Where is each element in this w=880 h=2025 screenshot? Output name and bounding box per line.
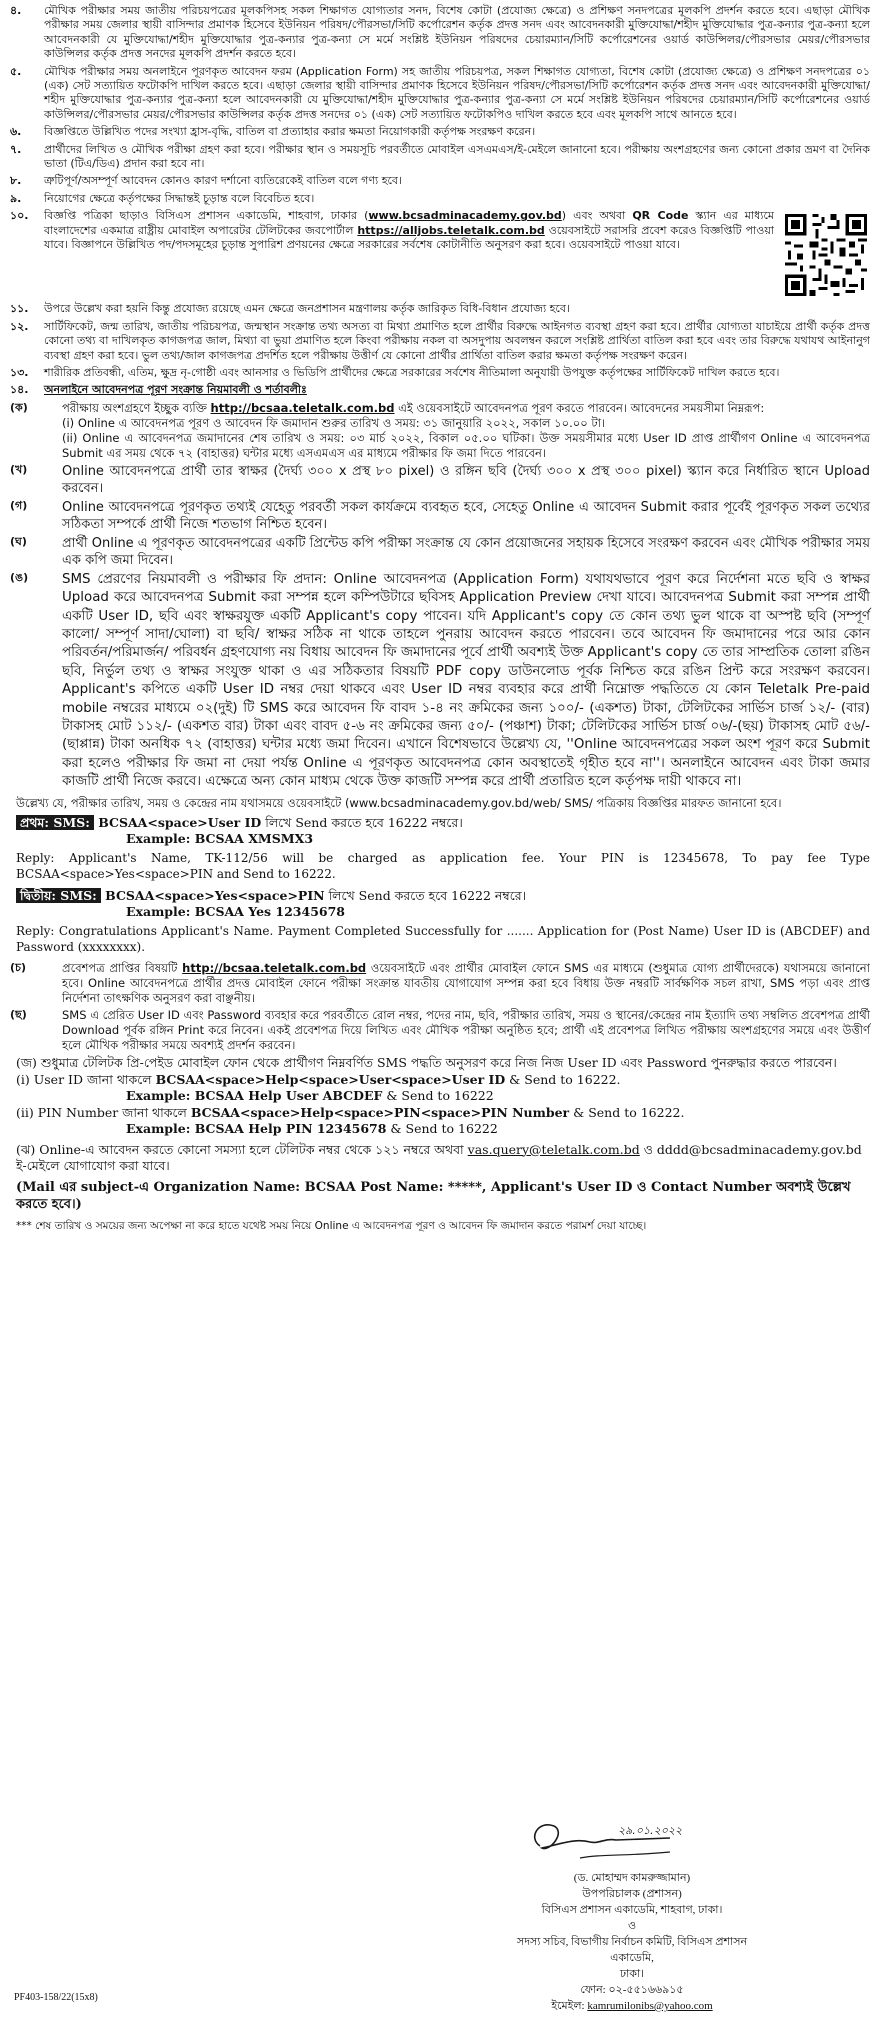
sms-reply-second: Reply: Congratulations Applicant's Name. Payment Completed Successfully for ....... Application for (Post Name) User ID is (ABCDEF) and Password (xxxxxxxx).	[16, 924, 870, 954]
signatory-title: উপপরিচালক (প্রশাসন)	[582, 1888, 682, 1900]
sub-item-cha: (চ) প্রবেশপত্র প্রাপ্তির বিষয়টি http://bcsaa.teletalk.com.bd ওয়েবসাইটে এবং প্রার্থীর মোবাইল ফোনে SMS এর মাধ্যমে (শুধুমাত্র যোগ্য প্রার্থীদেরকে) যথাসময়ে জানানো হবে। Online আবেদনপত্রে প্রার্থীর প্রদত্ত মোবাইল ফোনে পরীক্ষা সংক্রান্ত যাবতীয় যোগাযোগ সম্পন্ন করা হবে বিধায় উক্ত নম্বরটি সার্বক্ষণিক সচল রাখা, SMS পড়া এবং প্রাপ্ত নির্দেশনা তাৎক্ষণিক অনুসরণ করা বাঞ্ছনীয়।	[10, 961, 870, 1006]
item-number: ৪.	[10, 4, 22, 17]
list-item	[10, 125, 870, 139]
alljobs-link[interactable]: https://alljobs.teletalk.com.bd	[357, 223, 545, 237]
academy-website-link[interactable]: www.bcsadminacademy.gov.bd	[368, 209, 562, 223]
print-code: PF403-158/22(15x8)	[14, 1992, 98, 2003]
item-text: নিয়োগের ক্ষেত্রে কর্তৃপক্ষের সিদ্ধান্তই চূড়ান্ত বলে বিবেচিত হবে।	[44, 191, 315, 205]
item-text: মৌখিক পরীক্ষার সময় অনলাইনে পূরণকৃত আবেদন ফরম (Application Form) সহ জাতীয় পরিচয়পত্র, সকল শিক্ষাগত যোগ্যতা, বিশেষ কোটা (প্রযোজ্য ক্ষেত্রে) ও প্রশিক্ষণ সনদপত্রের ০১ (এক) সেট সত্যায়িত ফটোকপি দাখিল করতে হবে। এছাড়া জেলার স্থায়ী বাসিন্দার প্রমাণক হিসেবে ইউনিয়ন পরিষদ/পৌরসভা/সিটি কর্পোরেশন কর্তৃক প্রদত্ত সনদ এবং আবেদনকারী মুক্তিযোদ্ধা/শহীদ মুক্তিযোদ্ধার পুত্র-কন্যার পুত্র-কন্যা হলে আবেদনকারী যে মুক্তিযোদ্ধা/শহীদ মুক্তিযোদ্ধার পুত্র-কন্যার পুত্র-কন্যা সে মর্মে সংশ্লিষ্ট ইউনিয়ন পরিষদের চেয়ারম্যান/সিটি কর্পোরেশনের ওয়ার্ড কাউন্সিলর/পৌরসভার মেয়র/পৌরসভার কাউন্সিলর কর্তৃক প্রদত্ত সনদের ০১ (এক) সেট সত্যায়িত ফটোকপিও দাখিল করতে হবে এবং মূলকপি সাথে আনতে হবে।	[44, 64, 870, 121]
item-text: সার্টিফিকেট, জন্ম তারিখ, জাতীয় পরিচয়পত্র, জন্মস্থান সংক্রান্ত তথ্য অসত্য বা মিথ্যা প্রমাণিত হলে প্রার্থীর বিরুদ্ধে আইনগত ব্যবস্থা গ্রহণ করা হবে। প্রার্থীর যোগ্যতা যাচাইয়ে প্রার্থী কর্তৃক প্রদত্ত কোনো তথ্য বা দাখিলকৃত কাগজপত্র জাল, মিথ্যা বা ভুয়া প্রমাণিত হলে কিংবা পরীক্ষায় নকল বা অসদুপায় অবলম্বন করলে সংশ্লিষ্ট প্রার্থিতা বাতিল করা হবে এবং তার বিরুদ্ধে যথাযথ আইনানুগ ব্যবস্থা গ্রহণ করা হবে। ভুল তথ্য/জাল কাগজপত্র প্রদর্শিত হলে পরীক্ষায় উত্তীর্ণ যে কোনো প্রার্থীর প্রার্থিতা বাতিল করার ক্ষমতা কর্তৃপক্ষ সংরক্ষণ করেন।	[44, 319, 870, 362]
item-number: ১০.	[10, 209, 29, 223]
sms-first: প্রথম: SMS: BCSAA<space>User ID লিখে Send করতে হবে 16222 নম্বরে। Example: BCSAA XMSMX3	[16, 815, 870, 847]
sms-tag: দ্বিতীয়: SMS:	[16, 888, 101, 903]
bcsaa-teletalk-link[interactable]: http://bcsaa.teletalk.com.bd	[210, 400, 395, 415]
item-text: প্রার্থীদের লিখিত ও মৌখিক পরীক্ষা গ্রহণ করা হবে। পরীক্ষার স্থান ও সময়সূচি পরবর্তীতে মোবাইল এসএমএস/ই-মেইলে জানানো হবে। পরীক্ষায় অংশগ্রহণের জন্য কোনো প্রকার ভ্রমণ বা দৈনিক ভাতা (টিএ/ডিএ) প্রদান করা হবে না।	[44, 142, 870, 171]
admit-card-link[interactable]: http://bcsaa.teletalk.com.bd	[182, 961, 367, 976]
exam-date-notice: উল্লেখ্য যে, পরীক্ষার তারিখ, সময় ও কেন্দ্রের নাম যথাসময়ে ওয়েবসাইটে (www.bcsadminacademy.gov.bd/web/ SMS/ পত্রিকায় বিজ্ঞপ্তির মারফত জানানো হবে।	[16, 795, 782, 810]
item-number: ১২.	[10, 319, 29, 333]
item-10: ১০. বিজ্ঞপ্তি পত্রিকা ছাড়াও বিসিএস প্রশাসন একাডেমি, শাহবাগ, ঢাকার (www.bcsadminacademy.gov.bd) এবং অথবা QR Code স্ক্যান এর মাধ্যমে বাংলাদেশের একমাত্র রাষ্ট্রীয় মোবাইল অপারেটর টেলিটকের জবপোর্টাল https://alljobs.teletalk.com.bd ওয়েবসাইটে সরাসরি প্রবেশ করেও বিজ্ঞপ্তিটি পাওয়া যাবে। বিজ্ঞাপনে উল্লিখিত পদ/পদসমূহের চূড়ান্ত সুপারিশ প্রণয়নের ক্ষেত্রে সরকারের সর্বশেষ কোটানীতি অনুসরণ করা হবে। ওয়েবসাইটে পাওয়া যাবে।	[10, 209, 870, 299]
sub-item-text: Online আবেদনপত্রে পূরণকৃত তথ্যই যেহেতু পরবর্তী সকল কার্যক্রমে ব্যবহৃত হবে, সেহেতু Online এ আবেদন Submit করার পূর্বেই পূরণকৃত সকল তথ্যের সঠিকতা সম্পর্কে প্রার্থী নিজে শতভাগ নিশ্চিত হবেন।	[62, 499, 870, 532]
application-end-time: (ii) Online এ আবেদনপত্র জমাদানের শেষ তারিখ ও সময়: ০৩ মার্চ ২০২২, বিকাল ০৫.০০ ঘটিকা। উক্ত সময়সীমার মধ্যে User ID প্রাপ্ত প্রার্থীগণ Online এ আবেদনপত্র Submit এর সময় থেকে ৭২ (বাহাত্তর) ঘন্টার মধ্যে এসএমএস এর মাধ্যমে পরীক্ষার ফি জমা দিতে পারবেন।	[62, 430, 870, 460]
sub-item-text: Online আবেদনপত্রে প্রার্থী তার স্বাক্ষর (দৈর্ঘ্য ৩০০ x প্রস্থ ৮০ pixel) ও রঙ্গিন ছবি (দৈর্ঘ্য ৩০০ x প্রস্থ ৩০০ pixel) স্ক্যান করে নির্ধারিত স্থানে Upload করবেন।	[62, 463, 870, 496]
support-email-link[interactable]: vas.query@teletalk.com.bd	[467, 1141, 640, 1157]
signature-image	[520, 1808, 690, 1870]
sms-example: Example: BCSAA XMSMX3	[126, 831, 314, 847]
sub-item-label: (খ)	[10, 462, 28, 476]
signature-date: ২৯.০১.২০২২	[618, 1824, 683, 1837]
list-item	[10, 4, 870, 62]
item-number: ১৩.	[10, 365, 29, 379]
signatory-phone: ফোন: ০২-৫৫১৬৬৯১৫	[580, 1984, 684, 1996]
deadline-advice: *** শেষ তারিখ ও সময়ের জন্য অপেক্ষা না করে হাতে যথেষ্ট সময় নিয়ে Online এ আবেদনপত্র পূরণ ও আবেদন ফি জমাদান করতে পরামর্শ দেয়া যাচ্ছে।	[16, 1219, 647, 1232]
item-number: ১৪.	[10, 383, 29, 397]
signatory-name: (ড. মোহাম্মদ কামরুজ্জামান)	[573, 1872, 691, 1884]
item-14	[10, 383, 870, 397]
item-number: ৬.	[10, 125, 22, 139]
sub-item-text: প্রার্থী Online এ পূরণকৃত আবেদনপত্রের একটি প্রিন্টেড কপি পরীক্ষা সংক্রান্ত যে কোন প্রয়োজনের সহায়ক হিসেবে সংরক্ষণ করবেন এবং মৌখিক পরীক্ষার সময় এক কপি জমা দিবেন।	[62, 535, 871, 568]
sub-item-label: (গ)	[10, 498, 28, 512]
online-application-heading: অনলাইনে আবেদনপত্র পূরণ সংক্রান্ত নিয়মাবলী ও শর্তাবলীঃ	[44, 383, 307, 397]
list-item	[10, 174, 870, 188]
sms-second: দ্বিতীয়: SMS: BCSAA<space>Yes<space>PIN লিখে Send করতে হবে 16222 নম্বরে। Example: BCSAA Yes 12345678	[16, 888, 870, 920]
sms-tag: প্রথম: SMS:	[16, 815, 94, 830]
item-text: মৌখিক পরীক্ষার সময় জাতীয় পরিচয়পত্রের মূলকপিসহ সকল শিক্ষাগত যোগ্যতার সনদ, বিশেষ কোটা (প্রযোজ্য ক্ষেত্রে) ও প্রশিক্ষণ সনদপত্রের মূলকপি প্রদর্শন করতে হবে। এছাড়া মৌখিক পরীক্ষার সময় জেলার স্থায়ী বাসিন্দার প্রমাণক হিসেবে ইউনিয়ন পরিষদ/পৌরসভা/সিটি কর্পোরেশন কর্তৃক প্রদত্ত সনদ এবং আবেদনকারী মুক্তিযোদ্ধা/শহীদ মুক্তিযোদ্ধার পুত্র-কন্যার পুত্র-কন্যা হলে আবেদনকারী যে মুক্তিযোদ্ধা/শহীদ মুক্তিযোদ্ধার পুত্র-কন্যার পুত্র-কন্যা সে মর্মে সংশ্লিষ্ট ইউনিয়ন পরিষদের চেয়ারম্যান/সিটি কর্পোরেশনের ওয়ার্ড কাউন্সিলর/পৌরসভার মেয়র/পৌরসভার কাউন্সিলর কর্তৃক প্রদত্ত সনদের মূলকপি প্রদর্শন করতে হবে।	[44, 4, 870, 61]
sms-reply-first: Reply: Applicant's Name, TK-112/56 will be charged as application fee. Your PIN is 12345678, To pay fee Type BCSAA<space>Yes<space>PIN and Send to 16222.	[16, 851, 870, 881]
item-number: ৮.	[10, 174, 22, 188]
sub-item-ja: (জ) শুধুমাত্র টেলিটক প্রি-পেইড মোবাইল ফোন থেকে প্রার্থীগণ নিম্নবর্ণিত SMS পদ্ধতি অনুসরণ করে নিজ নিজ User ID এবং Password পুনরুদ্ধার করতে পারবেন। (i) User ID জানা থাকলে BCSAA<space>Help<space>User<space>User ID & Send to 16222. Example: BCSAA Help User ABCDEF & Send to 16222 (ii) PIN Number জানা থাকলে BCSAA<space>Help<space>PIN<space>PIN Number & Send to 16222. Example: BCSAA Help PIN 12345678 & Send to 16222	[16, 1055, 837, 1137]
signature-block: (ড. মোহাম্মদ কামরুজ্জামান) উপপরিচালক (প্রশাসন) বিসিএস প্রশাসন একাডেমি, শাহবাগ, ঢাকা। ও সদস্য সচিব, বিভাগীয় নির্বাচন কমিটি, বিসিএস প্রশাসন একাডেমি, ঢাকা। ফোন: ০২-৫৫১৬৬৯১৫ ইমেইল: kamrumilonibs@yahoo.com	[502, 1870, 762, 2014]
item-text: বিজ্ঞপ্তিতে উল্লিখিত পদের সংখ্যা হ্রাস-বৃদ্ধি, বাতিল বা প্রত্যাহার করার ক্ষমতা নিয়োগকারী কর্তৃপক্ষ সংরক্ষণ করেন।	[44, 125, 536, 139]
item-text: উপরে উল্লেখ করা হয়নি কিন্তু প্রযোজ্য রয়েছে এমন ক্ষেত্রে জনপ্রশাসন মন্ত্রণালয় কর্তৃক জারিকৃত বিধি-বিধান প্রযোজ্য হবে।	[44, 302, 570, 316]
list-item	[10, 320, 870, 363]
list-item	[10, 366, 870, 380]
sms-rules-text: SMS প্রেরণের নিয়মাবলী ও পরীক্ষার ফি প্রদান: Online আবেদনপত্র (Application Form) যথাযথভাবে পূরণ করে নির্দেশনা মতে ছবি ও স্বাক্ষর Upload করে আবেদনপত্র Submit করা সম্পন্ন হলে কম্পিউটারে ছবিসহ Application Preview দেখা যাবে। আবেদনপত্র Submit করা সম্পন্ন প্রার্থী একটি User ID, ছবি এবং স্বাক্ষরযুক্ত একটি Applicant's copy পাবেন। যদি Applicant's copy তে কোন তথ্য ভুল থাকে বা অস্পষ্ট ছবি (সম্পূর্ণ কালো/ সম্পূর্ণ সাদা/ঘোলা) বা ছবি/ স্বাক্ষর সঠিক না থাকে তাহলে পুনরায় আবেদন করতে পারবেন। তবে আবেদন ফি জমাদানের পরে আর কোন পরিবর্তন/পরিমার্জন/ পরিবর্ধন গ্রহণযোগ্য নয় বিধায় আবেদন ফি জমাদানের পূর্বে প্রার্থী অবশ্যই উক্ত Applicant's copy তে তার সাম্প্রতিক তোলা রঙিন ছবি, নির্ভুল তথ্য ও স্বাক্ষর সংযুক্ত থাকা ও এর সঠিকতার বিষয়টি PDF copy ডাউনলোড পূর্বক নিশ্চিত করে রঙিন প্রিন্ট করে সংরক্ষণ করবেন। Applicant's কপিতে একটি User ID নম্বর দেয়া থাকবে এবং User ID নম্বর ব্যবহার করে প্রার্থী নিম্নোক্ত পদ্ধতিতে যে কোন Teletalk Pre-paid mobile নম্বরের মাধ্যমে ০২(দুই) টি SMS করে আবেদন ফি বাবদ ১-৪ নং ক্রমিকের জন্য ১০০/- (একশত) টাকা, টেলিটকের সার্ভিস চার্জ ১২/- (বার) টাকাসহ মোট ১১২/- (একশত বার) টাকা এবং বাবদ ৫-৬ নং ক্রমিকের জন্য ৫০/- (পঞ্চাশ) টাকা; টেলিটকের সার্ভিস চার্জ ০৬/-(ছয়) টাকাসহ মোট ৫৬/- (ছাপ্পান্ন) টাকা অনধিক ৭২ (বাহাত্তর) ঘন্টার মধ্যে জমা দিবেন। এখানে বিশেষভাবে উল্লেখ্য যে, ''Online আবেদনপত্রের সকল অংশ পূরণ করে Submit করা হলেও পরীক্ষার ফি জমা না দেয়া পর্যন্ত Online এ পূরণকৃত আবেদনপত্র কোন অবস্থাতেই গৃহীত হবে না''। অনলাইনে আবেদন এবং টাকা জমার কাজটি প্রার্থী নিজে করবে। এক্ষেত্রে অন্য কোন মাধ্যম থেকে উক্ত কাজটি সম্পন্ন করে প্রার্থী প্রতারিত হলে কর্তৃপক্ষ দায়ী থাকবে না।	[62, 571, 870, 790]
sms-example: Example: BCSAA Yes 12345678	[126, 904, 345, 920]
signatory-email[interactable]: kamrumilonibs@yahoo.com	[587, 2000, 713, 2012]
list-item	[10, 65, 870, 123]
list-item	[10, 192, 870, 206]
sub-item-jha: (ঝ) Online-এ আবেদন করতে কোনো সমস্যা হলে টেলিটক নম্বর থেকে ১২১ নম্বরে অথবা vas.query@teletalk.com.bd ও dddd@bcsadminacademy.gov.bd ই-মেইলে যোগাযোগ করা যাবে।	[16, 1141, 862, 1174]
item-number: ৭.	[10, 142, 22, 156]
list-item	[10, 302, 870, 316]
item-text: শারীরিক প্রতিবন্ধী, এতিম, ক্ষুদ্র নৃ-গোষ্ঠী এবং আনসার ও ভিডিপি প্রার্থীদের ক্ষেত্রে সরকারের সর্বশেষ নীতিমালা অনুযায়ী উপযুক্ত কর্তৃপক্ষের সার্টিফিকেট দাখিল করতে হবে।	[44, 365, 780, 379]
sub-item-nga: (ঙ) SMS প্রেরণের নিয়মাবলী ও পরীক্ষার ফি প্রদান: Online আবেদনপত্র (Application Form) যথাযথভাবে পূরণ করে নির্দেশনা মতে ছবি ও স্বাক্ষর Upload করে আবেদনপত্র Submit করা সম্পন্ন হলে কম্পিউটারে ছবিসহ Application Preview দেখা যাবে। আবেদনপত্র Submit করা সম্পন্ন প্রার্থী একটি User ID, ছবি এবং স্বাক্ষরযুক্ত একটি Applicant's copy পাবেন। যদি Applicant's copy তে কোন তথ্য ভুল থাকে বা অস্পষ্ট ছবি (সম্পূর্ণ কালো/ সম্পূর্ণ সাদা/ঘোলা) বা ছবি/ স্বাক্ষর সঠিক না থাকে তাহলে পুনরায় আবেদন করতে পারবেন। তবে আবেদন ফি জমাদানের পরে আর কোন পরিবর্তন/পরিমার্জন/ পরিবর্ধন গ্রহণযোগ্য নয় বিধায় আবেদন ফি জমাদানের পূর্বে প্রার্থী অবশ্যই উক্ত Applicant's copy তে তার সাম্প্রতিক তোলা রঙিন ছবি, নির্ভুল তথ্য ও স্বাক্ষর সংযুক্ত থাকা ও এর সঠিকতার বিষয়টি PDF copy ডাউনলোড পূর্বক নিশ্চিত করে রঙিন প্রিন্ট করে সংরক্ষণ করবেন। Applicant's কপিতে একটি User ID নম্বর দেয়া থাকবে এবং User ID নম্বর ব্যবহার করে প্রার্থী নিম্নোক্ত পদ্ধতিতে যে কোন Teletalk Pre-paid mobile নম্বরের মাধ্যমে ০২(দুই) টি SMS করে আবেদন ফি বাবদ ১-৪ নং ক্রমিকের জন্য ১০০/- (একশত) টাকা, টেলিটকের সার্ভিস চার্জ ১২/- (বার) টাকাসহ মোট ১১২/- (একশত বার) টাকা এবং বাবদ ৫-৬ নং ক্রমিকের জন্য ৫০/- (পঞ্চাশ) টাকা; টেলিটকের সার্ভিস চার্জ ০৬/-(ছয়) টাকাসহ মোট ৫৬/- (ছাপ্পান্ন) টাকা অনধিক ৭২ (বাহাত্তর) ঘন্টার মধ্যে জমা দিবেন। এখানে বিশেষভাবে উল্লেখ্য যে, ''Online আবেদনপত্রের সকল অংশ পূরণ করে Submit করা হলেও পরীক্ষার ফি জমা না দেয়া পর্যন্ত Online এ পূরণকৃত আবেদনপত্র কোন অবস্থাতেই গৃহীত হবে না''। অনলাইনে আবেদন এবং টাকা জমার কাজটি প্রার্থী নিজে করবে। এক্ষেত্রে অন্য কোন মাধ্যম থেকে উক্ত কাজটি সম্পন্ন করে প্রার্থী প্রতারিত হলে কর্তৃপক্ষ দায়ী থাকবে না।	[10, 571, 870, 792]
qr-code-image[interactable]	[782, 211, 870, 299]
sub-item	[10, 499, 870, 533]
sub-item-ka: (ক) পরীক্ষায় অংশগ্রহণে ইচ্ছুক ব্যক্তি http://bcsaa.teletalk.com.bd এই ওয়েবসাইটে আবেদনপত্র পূরণ করতে পারবেন। আবেদনের সময়সীমা নিম্নরূপ: (i) Online এ আবেদনপত্র পূরণ ও আবেদন ফি জমাদান শুরুর তারিখ ও সময়: ৩১ জানুয়ারি ২০২২, সকাল ১০.০০ টা। (ii) Online এ আবেদনপত্র জমাদানের শেষ তারিখ ও সময়: ০৩ মার্চ ২০২২, বিকাল ০৫.০০ ঘটিকা। উক্ত সময়সীমার মধ্যে User ID প্রাপ্ত প্রার্থীগণ Online এ আবেদনপত্র Submit এর সময় থেকে ৭২ (বাহাত্তর) ঘন্টার মধ্যে এসএমএস এর মাধ্যমে পরীক্ষার ফি জমা দিতে পারবেন।	[10, 400, 870, 460]
sub-item	[10, 535, 870, 569]
mail-subject-note: (Mail এর subject-এ Organization Name: BCSAA Post Name: *****, Applicant's User ID ও Contact Number অবশ্যই উল্লেখ করতে হবে।)	[16, 1179, 851, 1212]
item-number: ৯.	[10, 191, 22, 205]
item-text: ত্রুটিপূর্ণ/অসম্পূর্ণ আবেদন কোনও কারণ দর্শানো ব্যতিরেকেই বাতিল বলে গণ্য হবে।	[44, 174, 402, 188]
sub-item-label: (ঘ)	[10, 534, 27, 548]
application-start-time: (i) Online এ আবেদনপত্র পূরণ ও আবেদন ফি জমাদান শুরুর তারিখ ও সময়: ৩১ জানুয়ারি ২০২২, সকাল ১০.০০ টা।	[62, 415, 606, 430]
sub-item-chha: (ছ) SMS এ প্রেরিত User ID এবং Password ব্যবহার করে পরবর্তীতে রোল নম্বর, পদের নাম, ছবি, পরীক্ষার তারিখ, সময় ও স্থানের/কেন্দ্রের নাম ইত্যাদি তথ্য সম্বলিত প্রবেশপত্র প্রার্থী Download পূর্বক রঙ্গিন Print করে নিবেন। একই প্রবেশপত্র দিয়ে লিখিত এবং মৌখিক পরীক্ষা অনুষ্ঠিত হবে; প্রার্থী এই প্রবেশপত্র লিখিত পরীক্ষায় অংশগ্রহণের সময়ে এবং উত্তীর্ণ হলে মৌখিক পরীক্ষার সময়ে অবশ্যই প্রদর্শন করবেন।	[10, 1008, 870, 1053]
item-number: ৫.	[10, 64, 22, 78]
item-number: ১১.	[10, 302, 29, 316]
list-item	[10, 143, 870, 172]
sub-item	[10, 463, 870, 497]
